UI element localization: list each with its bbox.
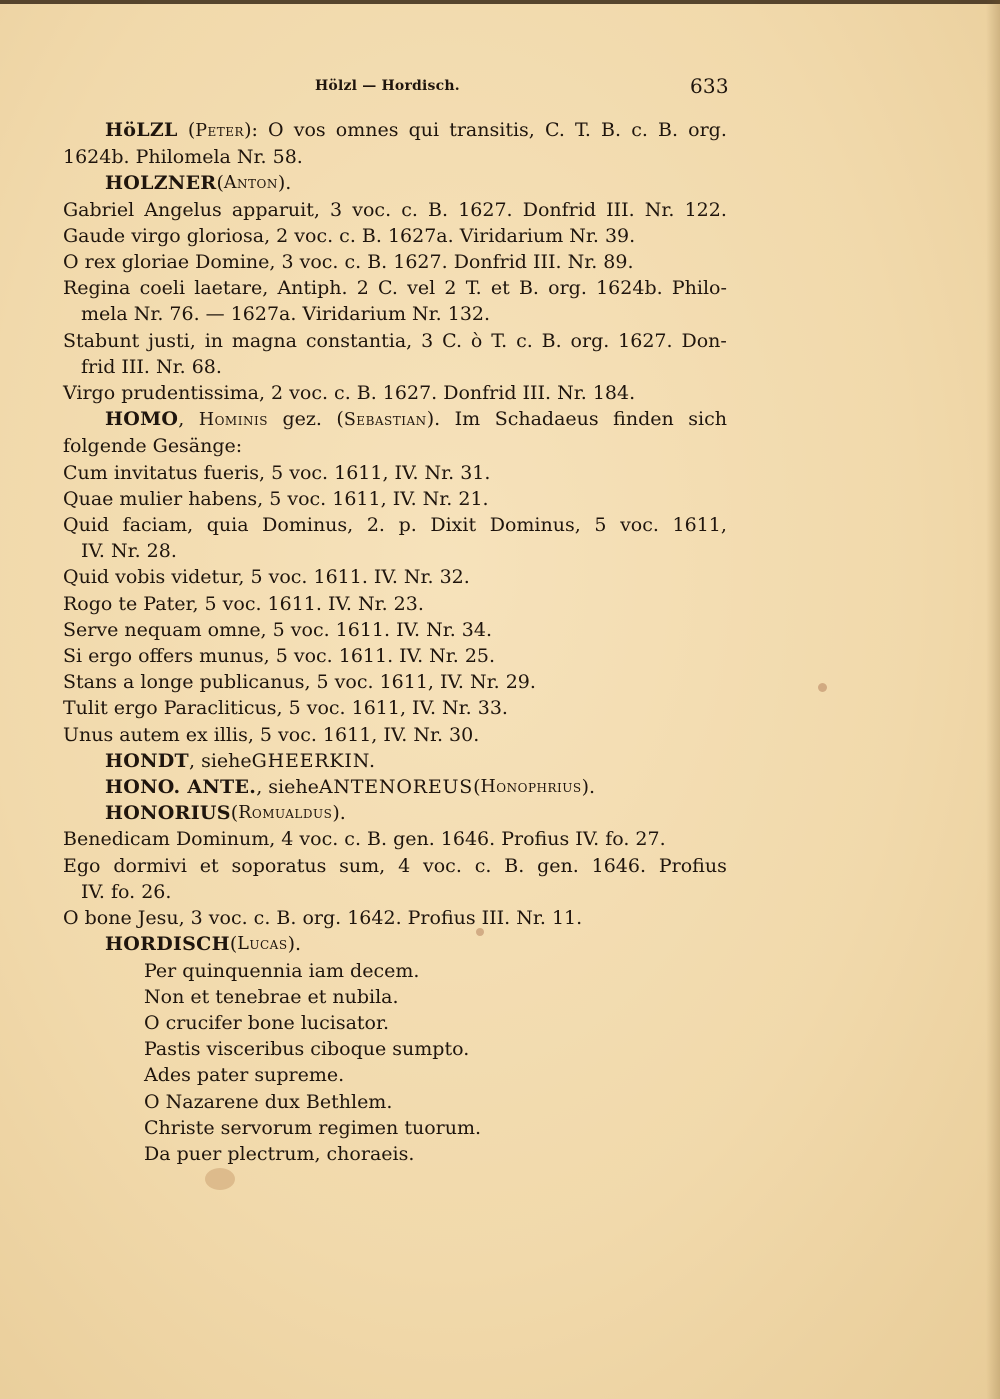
page-top-edge	[0, 0, 1000, 4]
word: et	[490, 277, 510, 300]
word: 122.	[684, 198, 727, 221]
word-group	[504, 853, 524, 879]
word: org.	[548, 277, 587, 300]
word-group	[523, 197, 596, 223]
text-line	[63, 460, 727, 486]
word: Antiph.	[277, 277, 348, 300]
text-line	[63, 643, 727, 669]
entry-name: HORDISCH	[105, 933, 230, 956]
small-caps-name: Peter	[195, 121, 245, 141]
word-group	[63, 197, 134, 223]
word-group	[688, 406, 727, 433]
word: sum,	[339, 854, 386, 877]
word: Stabunt	[63, 329, 140, 352]
word: (	[187, 119, 196, 141]
word-group	[592, 853, 646, 879]
text-line	[63, 512, 727, 538]
word: 3	[421, 329, 434, 352]
word: et	[199, 854, 219, 877]
text-segment: Per quinquennia iam decem.	[144, 959, 420, 982]
text-segment: Stans a longe publicanus, 5 voc. 1611, IV. Nr. 29.	[63, 671, 536, 694]
text-segment: (	[473, 776, 481, 799]
text-line	[63, 879, 727, 905]
running-head-title: Hölzl — Hordisch.	[315, 78, 460, 94]
text-line	[63, 617, 727, 643]
word: T.	[465, 277, 482, 300]
word: B.	[428, 198, 449, 221]
word-group	[659, 853, 727, 879]
text-segment: O rex gloriae Domine, 3 voc. c. B. 1627. Donfrid III. Nr. 89.	[63, 251, 634, 274]
text-segment: , siehe	[256, 776, 319, 799]
text-segment: Rogo te Pater, 5 voc. 1611. IV. Nr. 23.	[63, 592, 424, 615]
word: C.	[378, 277, 398, 300]
text-line	[63, 748, 727, 774]
text-line	[63, 695, 727, 721]
text-segment: Si ergo offers munus, 5 voc. 1611. IV. Nr. 25.	[63, 645, 496, 668]
word-group	[455, 406, 481, 433]
word: Philo-	[671, 277, 727, 300]
word-group	[491, 328, 507, 354]
running-head	[0, 74, 1000, 102]
word: Don-	[681, 329, 727, 352]
text-line	[63, 853, 727, 879]
text-line	[63, 1062, 727, 1088]
text-line	[63, 722, 727, 748]
word: Regina	[63, 277, 131, 300]
word: faciam,	[122, 514, 194, 537]
word-group	[401, 197, 418, 223]
word-group	[336, 117, 399, 144]
word-group	[194, 275, 268, 301]
word: c.	[474, 854, 492, 877]
text-line	[63, 275, 727, 301]
word-group	[63, 328, 139, 354]
text-line	[63, 538, 727, 564]
word: 1627.	[618, 329, 673, 352]
word: Ego	[63, 854, 101, 877]
word: dormivi	[113, 854, 187, 877]
word: 1611,	[672, 514, 727, 537]
word-group	[63, 512, 109, 538]
text-segment: Non et tenebrae et nubila.	[144, 985, 399, 1008]
word-group	[339, 853, 385, 879]
text-segment: Unus autem ex illis, 5 voc. 1611, IV. Nr. 30.	[63, 723, 480, 746]
word: vel	[407, 277, 436, 300]
word-group	[140, 275, 185, 301]
word: Donfrid	[522, 198, 596, 221]
text-segment: IV. Nr. 28.	[81, 540, 177, 563]
word-group	[491, 275, 510, 301]
word-group	[545, 117, 565, 144]
text-line	[63, 1010, 727, 1036]
entry-name: HöLZL	[105, 119, 178, 141]
text-segment: ).	[581, 776, 596, 799]
text-segment: , siehe	[189, 749, 252, 772]
word: laetare,	[194, 277, 269, 300]
word-group	[294, 117, 326, 144]
text-segment: (	[216, 172, 224, 195]
text-line	[63, 984, 727, 1010]
word-group	[105, 117, 178, 144]
word-group	[113, 853, 187, 879]
text-line	[63, 486, 727, 512]
text-segment: Gaude virgo gloriosa, 2 voc. c. B. 1627a. Viridarium Nr. 39.	[63, 224, 636, 247]
word-group	[232, 197, 320, 223]
word: Quid	[63, 514, 110, 537]
word: vos	[293, 119, 326, 141]
text-line	[63, 1036, 727, 1062]
word-group	[398, 853, 410, 879]
word-group	[428, 197, 448, 223]
word: (	[336, 408, 344, 431]
text-segment: Da puer plectrum, choraeis.	[144, 1142, 415, 1165]
text-line	[63, 223, 727, 249]
word: 4	[398, 854, 411, 877]
small-caps-name: Honophrius	[480, 777, 582, 798]
word-group	[490, 512, 581, 538]
word: qui	[408, 119, 440, 141]
word: org.	[688, 119, 727, 141]
word-group	[442, 328, 462, 354]
text-line	[63, 1115, 727, 1141]
text-segment: Pastis visceribus ciboque sumpto.	[144, 1038, 470, 1061]
word-group	[519, 275, 539, 301]
text-segment: frid III. Nr. 68.	[81, 355, 222, 378]
text-segment: Serve nequam omne, 5 voc. 1611. IV. Nr. 34.	[63, 618, 492, 641]
word-group	[277, 275, 347, 301]
word-group	[645, 197, 675, 223]
word: O	[268, 119, 284, 141]
word: Dixit	[430, 514, 477, 537]
word-group	[262, 512, 353, 538]
word: gen.	[537, 854, 579, 877]
text-line	[63, 669, 727, 695]
word-group	[620, 512, 659, 538]
word: Dominus,	[489, 514, 581, 537]
word: ).	[426, 408, 441, 431]
word-group	[399, 512, 417, 538]
word: 2	[444, 277, 457, 300]
word: 2.	[366, 514, 385, 537]
text-line	[63, 433, 727, 459]
text-segment: O bone Jesu, 3 voc. c. B. org. 1642. Profius III. Nr. 11.	[63, 907, 583, 930]
page-number: 633	[690, 74, 729, 98]
word-group	[352, 197, 391, 223]
word-group	[601, 117, 621, 144]
word: constantia,	[305, 329, 413, 352]
word-group	[672, 275, 727, 301]
word: 3	[330, 198, 343, 221]
word-group	[409, 117, 439, 144]
word: B.	[541, 329, 562, 352]
word: T.	[575, 119, 591, 141]
word: 1646.	[591, 854, 647, 877]
word: p.	[398, 514, 417, 537]
text-line	[63, 170, 727, 196]
text-line	[63, 197, 727, 223]
word: Profius	[658, 854, 727, 877]
text-segment: Tulit ergo Paracliticus, 5 voc. 1611, IV. Nr. 33.	[63, 697, 508, 720]
entry-name: HOMO	[105, 408, 179, 431]
text-line	[63, 380, 727, 406]
text-segment: Ades pater supreme.	[144, 1064, 345, 1087]
word-group	[306, 328, 412, 354]
word-group	[471, 328, 482, 354]
word: voc.	[620, 514, 659, 537]
word-group	[688, 117, 727, 144]
text-segment: Virgo prudentissima, 2 voc. c. B. 1627. Donfrid III. Nr. 184.	[63, 382, 636, 405]
text-segment: ANTENOREUS	[318, 776, 474, 799]
ink-stain	[818, 683, 827, 692]
page-right-edge-shadow	[986, 0, 1000, 1399]
word-group	[475, 853, 492, 879]
small-caps-name: Anton	[223, 173, 278, 194]
text-segment: O crucifer bone lucisator.	[144, 1011, 390, 1034]
word: org.	[570, 329, 610, 352]
word-group	[548, 275, 587, 301]
word: omnes	[335, 119, 399, 141]
word-group	[685, 197, 727, 223]
text-segment: Cum invitatus fueris, 5 voc. 1611, IV. Nr. 31.	[63, 461, 491, 484]
word: c.	[631, 119, 648, 141]
word-group	[444, 275, 456, 301]
word-group	[449, 117, 535, 144]
word: gez.	[282, 408, 322, 431]
word-group	[423, 853, 462, 879]
word-group	[148, 328, 196, 354]
word-group	[378, 275, 398, 301]
word: Schadaeus	[494, 408, 599, 431]
text-segment: GHEERKIN.	[251, 749, 376, 772]
word: voc.	[352, 198, 392, 221]
word: finden	[613, 408, 674, 431]
word: Im	[454, 408, 481, 431]
word-group	[105, 406, 184, 433]
word-group	[421, 328, 433, 354]
word-group	[495, 406, 599, 433]
text-segment: (	[229, 933, 238, 956]
text-segment: Quid vobis videtur, 5 voc. 1611. IV. Nr. 32.	[63, 566, 470, 589]
word: ,	[178, 408, 185, 431]
entry-name: HOLZNER	[105, 172, 217, 195]
word-group	[681, 328, 726, 354]
word-group	[613, 406, 674, 433]
word-group	[200, 853, 219, 879]
text-segment: ).	[287, 933, 302, 956]
small-caps-name: Romualdus	[238, 803, 333, 824]
word-group	[188, 117, 258, 144]
text-line	[63, 117, 727, 144]
text-line	[63, 144, 727, 170]
word: T.	[491, 329, 508, 352]
word-group	[330, 197, 342, 223]
word: voc.	[423, 854, 462, 877]
text-line	[63, 591, 727, 617]
word: 1627.	[458, 198, 513, 221]
text-segment: Christe servorum regimen tuorum.	[144, 1116, 482, 1139]
word-group	[336, 406, 440, 433]
word-group	[466, 275, 482, 301]
word: soporatus	[231, 854, 327, 877]
word: III.	[606, 198, 635, 221]
word: B.	[601, 119, 622, 141]
word-group	[268, 117, 284, 144]
text-line	[63, 800, 727, 826]
text-line	[63, 564, 727, 590]
word-group	[367, 512, 385, 538]
text-segment: 1624b. Philomela Nr. 58.	[63, 146, 303, 169]
word-group	[63, 853, 100, 879]
word: C.	[544, 119, 565, 141]
word: 2	[356, 277, 369, 300]
text-line	[63, 354, 727, 380]
word-group	[618, 328, 672, 354]
text-segment: IV. fo. 26.	[81, 880, 172, 903]
text-segment: ).	[332, 802, 346, 825]
word: coeli	[139, 277, 186, 300]
text-line	[63, 249, 727, 275]
word: justi,	[148, 329, 196, 352]
word: c.	[401, 198, 418, 221]
text-line	[63, 931, 727, 957]
word-group	[232, 328, 297, 354]
word: c.	[516, 329, 533, 352]
entry-name: HONO. ANTE.	[105, 776, 257, 799]
word: Gabriel	[63, 198, 135, 221]
word-group	[537, 853, 579, 879]
text-segment: Benedicam Dominum, 4 voc. c. B. gen. 1646. Profius IV. fo. 27.	[63, 828, 666, 851]
ink-stain	[205, 1168, 235, 1190]
word-group	[282, 406, 321, 433]
word-group	[205, 328, 223, 354]
word-group	[673, 512, 727, 538]
small-caps-name: Sebastian	[343, 410, 427, 431]
text-line	[63, 1141, 727, 1167]
text-line	[63, 826, 727, 852]
word-group	[63, 275, 130, 301]
word-group	[631, 117, 648, 144]
word: 1624b.	[596, 277, 663, 300]
word: magna	[231, 329, 297, 352]
text-segment: folgende Gesänge:	[63, 435, 243, 458]
text-segment: ).	[277, 172, 292, 195]
word: B.	[504, 854, 525, 877]
word-group	[658, 117, 678, 144]
word: Angelus	[144, 198, 222, 221]
entry-name: HONDT	[105, 749, 189, 772]
small-caps-name: Lucas	[237, 934, 288, 955]
word-group	[542, 328, 562, 354]
word: ò	[470, 329, 483, 352]
word: Dominus,	[262, 514, 354, 537]
word-group	[571, 328, 610, 354]
text-line	[63, 301, 727, 327]
word: sich	[688, 408, 727, 431]
word: Nr.	[644, 198, 675, 221]
word: in	[204, 329, 224, 352]
word-group	[144, 197, 221, 223]
word-group	[575, 117, 591, 144]
text-line	[63, 774, 727, 800]
word-group	[407, 275, 435, 301]
word: 5	[594, 514, 607, 537]
word: B.	[518, 277, 539, 300]
word-group	[199, 406, 268, 433]
word-group	[596, 275, 663, 301]
word: B.	[658, 119, 679, 141]
text-line	[63, 958, 727, 984]
text-line	[63, 406, 727, 433]
word-group	[458, 197, 512, 223]
word-group	[594, 512, 606, 538]
word: transitis,	[449, 119, 535, 141]
text-segment: (	[230, 802, 239, 825]
text-segment: O Nazarene dux Bethlem.	[144, 1090, 393, 1113]
text-line	[63, 905, 727, 931]
word-group	[207, 512, 249, 538]
entry-name: HONORIUS	[105, 802, 231, 825]
word: C.	[442, 329, 463, 352]
text-segment: mela Nr. 76. — 1627a. Viridarium Nr. 132.	[81, 303, 491, 326]
word: quia	[206, 514, 249, 537]
text-line	[63, 1089, 727, 1115]
word: ):	[244, 119, 258, 141]
word: apparuit,	[231, 198, 320, 221]
word-group	[516, 328, 533, 354]
word-group	[357, 275, 369, 301]
word-group	[606, 197, 635, 223]
word-group	[123, 512, 193, 538]
text-block	[63, 117, 727, 1167]
text-segment: Quae mulier habens, 5 voc. 1611, IV. Nr. 21.	[63, 487, 489, 510]
small-caps-name: Hominis	[198, 410, 268, 431]
word-group	[430, 512, 476, 538]
word-group	[232, 853, 327, 879]
text-line	[63, 328, 727, 354]
